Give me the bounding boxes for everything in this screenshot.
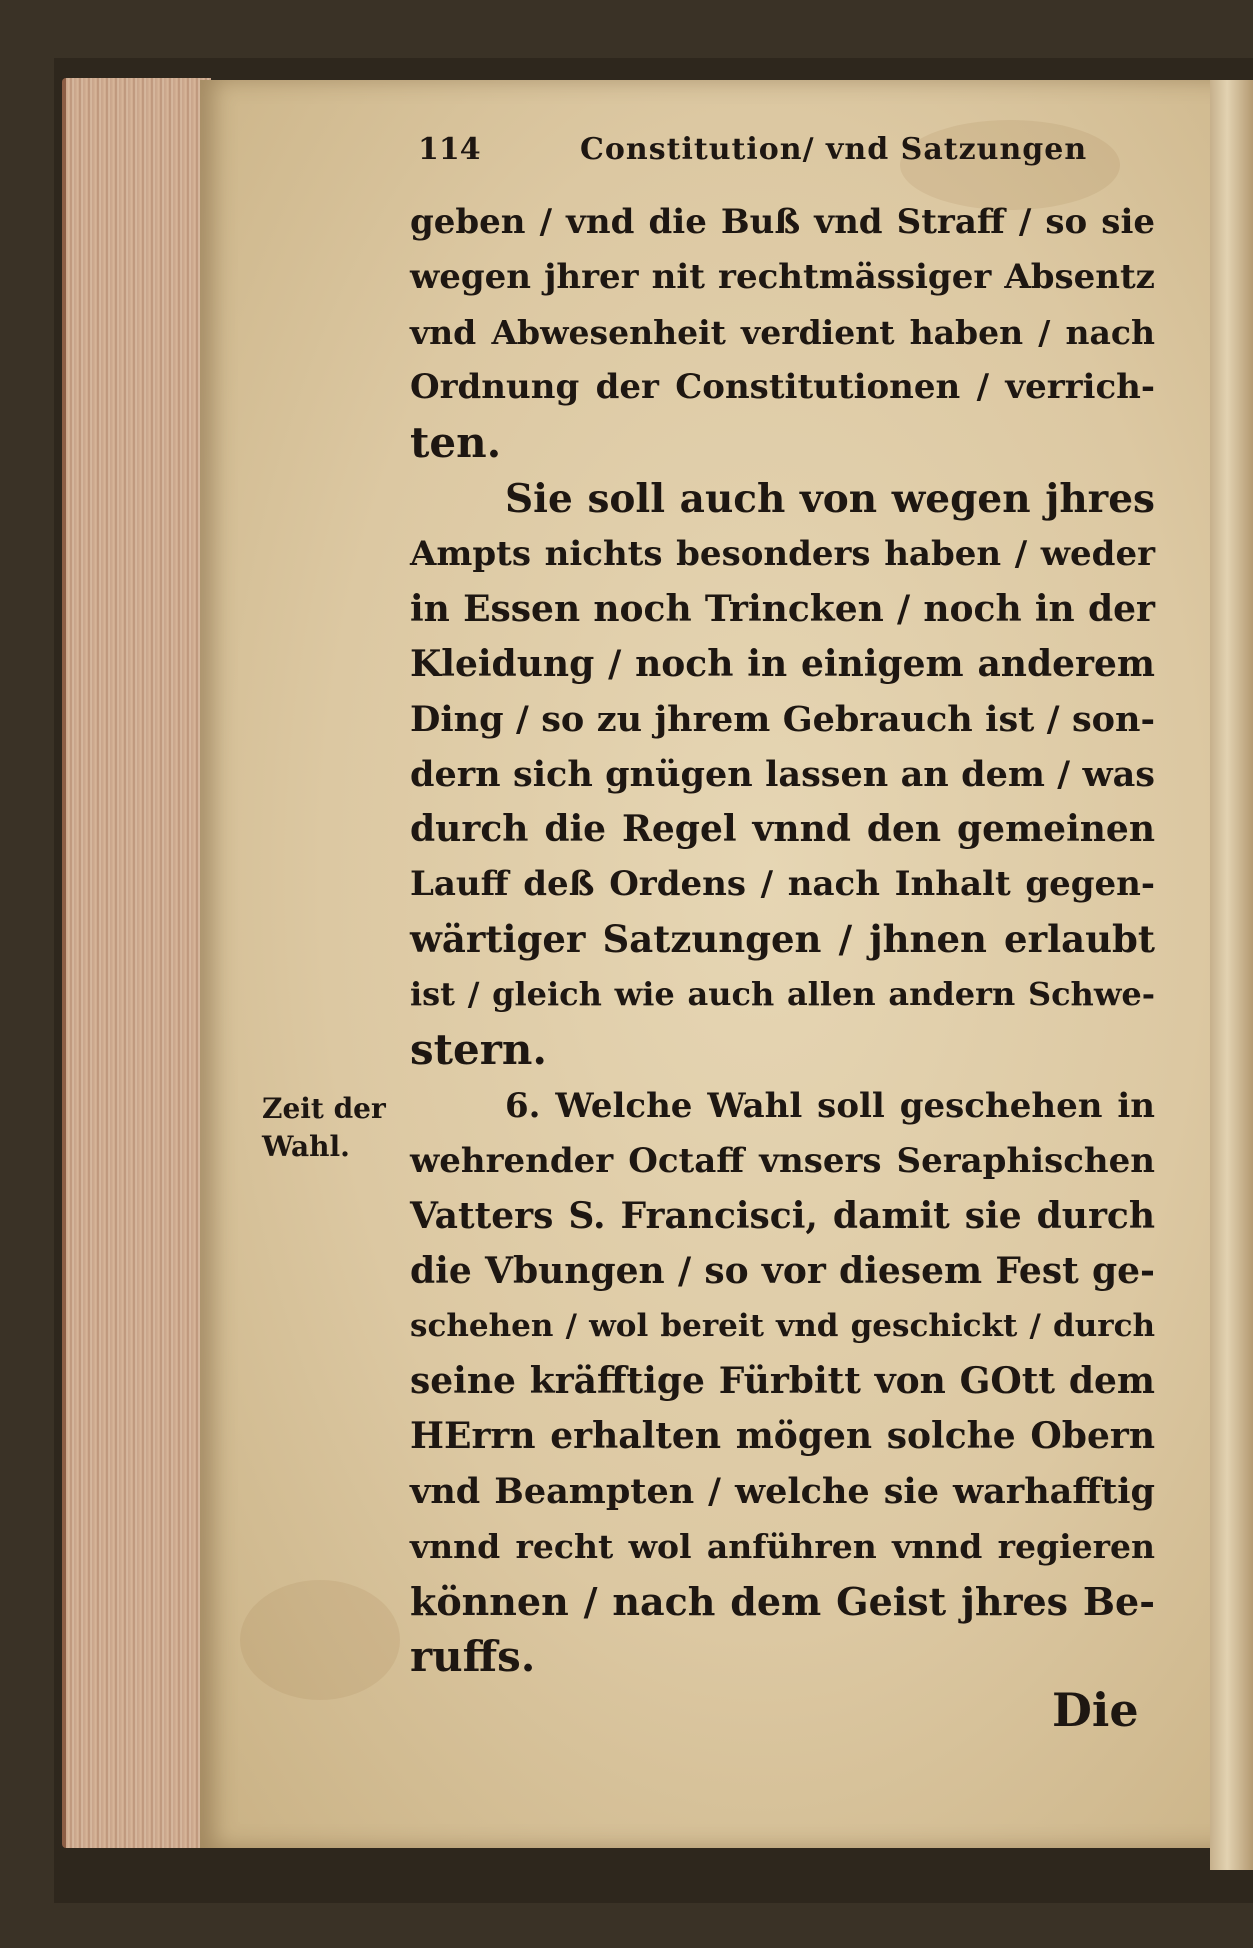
- text-line: Ding / so zu jhrem Gebrauch ist / son-: [410, 699, 1155, 740]
- text-line: in Essen noch Trincken / noch in der: [410, 588, 1155, 630]
- page-edges: [62, 78, 211, 1848]
- text-line: Lauff deß Ordens / nach Inhalt gegen-: [410, 864, 1155, 904]
- text-line: wehrender Octaff vnsers Seraphischen: [410, 1141, 1155, 1181]
- next-page-edge: [1210, 80, 1253, 1870]
- text-line: durch die Regel vnnd den gemeinen: [410, 808, 1155, 850]
- page-number: 114: [418, 132, 481, 167]
- marginal-note-line: Wahl.: [262, 1130, 350, 1163]
- text-line: Vatters S. Francisci, damit sie durch: [410, 1195, 1155, 1237]
- text-line: ruffs.: [410, 1632, 536, 1681]
- text-line: ist / gleich wie auch allen andern Schwe-: [410, 975, 1155, 1013]
- text-line: vnd Abwesenheit verdient haben / nach: [410, 313, 1155, 352]
- text-line: stern.: [410, 1025, 548, 1074]
- text-line: können / nach dem Geist jhres Be-: [410, 1579, 1155, 1624]
- text-line: seine kräfftige Fürbitt von GOtt dem: [410, 1360, 1155, 1402]
- text-line: wärtiger Satzungen / jhnen erlaubt: [410, 917, 1155, 961]
- paper-stain: [240, 1580, 400, 1700]
- text-line: ten.: [410, 418, 502, 467]
- body-text: [410, 195, 1155, 1684]
- text-line: 6. Welche Wahl soll geschehen in: [505, 1086, 1155, 1126]
- text-line: dern sich gnügen lassen an dem / was: [410, 754, 1155, 795]
- marginal-note: [262, 1090, 412, 1166]
- text-line: wegen jhrer nit rechtmässiger Absentz: [410, 257, 1155, 297]
- text-line: HErrn erhalten mögen solche Obern: [410, 1415, 1155, 1457]
- text-line: Kleidung / noch in einigem anderem: [410, 643, 1155, 685]
- running-title: Constitution/ vnd Satzungen: [580, 132, 1088, 167]
- text-line: Sie soll auch von wegen jhres: [505, 476, 1155, 522]
- text-line: schehen / wol bereit vnd geschickt / durch: [410, 1308, 1155, 1344]
- text-line: vnnd recht wol anführen vnnd regieren: [410, 1527, 1155, 1566]
- text-line: vnd Beampten / welche sie warhafftig: [410, 1471, 1155, 1512]
- catchword: Die: [1052, 1683, 1139, 1737]
- text-line: die Vbungen / so vor diesem Fest ge-: [410, 1250, 1155, 1292]
- text-line: geben / vnd die Buß vnd Straff / so sie: [410, 202, 1155, 242]
- marginal-note-line: Zeit der: [262, 1092, 386, 1125]
- running-head: [418, 132, 1178, 172]
- text-line: Ampts nichts besonders haben / weder: [410, 534, 1155, 574]
- text-line: Ordnung der Constitutionen / verrich-: [410, 367, 1155, 407]
